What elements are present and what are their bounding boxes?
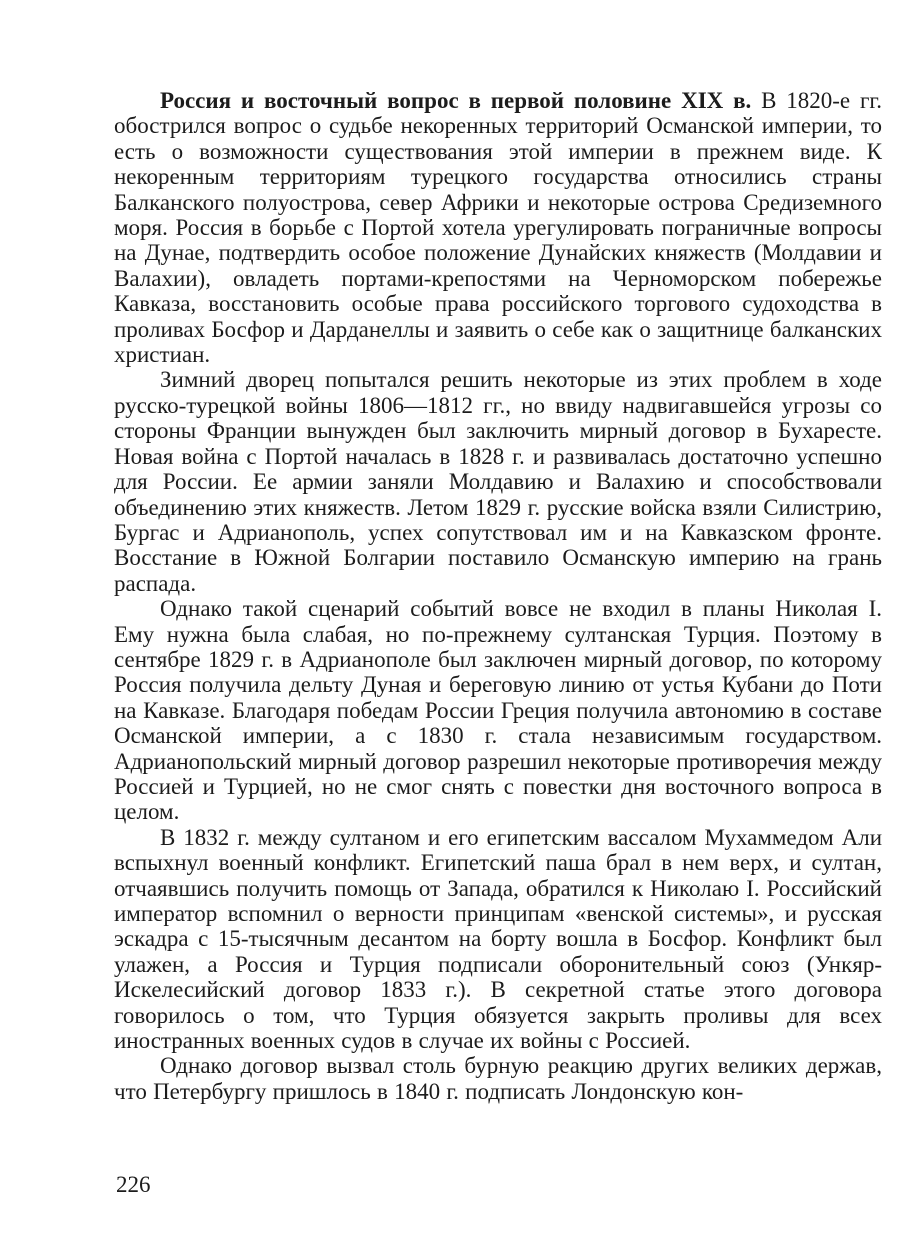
body-text <box>114 88 882 1104</box>
paragraph-1-text: В 1820-е гг. обострился вопрос о судьбе некоренных территорий Османской империи, то есть о возможности существования этой империи в прежнем виде. К некоренным территориям турецкого государства относились страны Балканского полуострова, север Африки и некоторые острова Средиземного моря. Россия в борьбе с Портой хотела урегулировать пограничные вопросы на Дунае, подтвердить особое положение Дунайских княжеств (Молдавии и Валахии), овладеть портами-крепостями на Черноморском побережье Кавказа, восстановить особые права российского торгового судоходства в проливах Босфор и Дарданеллы и заявить о себе как о защитнице балканских христиан. <box>114 88 882 368</box>
paragraph-4: В 1832 г. между султаном и его египетским вассалом Мухаммедом Али вспыхнул военный конфликт. Египетский паша брал в нем верх, и султан, отчаявшись получить помощь от Запада, обратился к Николаю I. Российский император вспомнил о верности принципам «венской системы», и русская эскадра с 15-тысячным десантом на борту вошла в Босфор. Конфликт был улажен, а Россия и Турция подписали оборонительный союз (Ункяр-Искелесийский договор 1833 г.). В секретной статье этого договора говорилось о том, что Турция обязуется закрыть проливы для всех иностранных военных судов в случае их войны с Россией. <box>114 824 882 1054</box>
page-number: 226 <box>116 1172 151 1197</box>
paragraph-1 <box>114 88 882 367</box>
section-heading: Россия и восточный вопрос в первой половине XIX в. <box>160 88 752 113</box>
paragraph-2: Зимний дворец попытался решить некоторые из этих проблем в ходе русско-турецкой войны 1806—1812 гг., но ввиду надвигавшейся угрозы со стороны Франции вынужден был заключить мирный договор в Бухаресте. Новая война с Портой началась в 1828 г. и развивалась достаточно успешно для России. Ее армии заняли Молдавию и Валахию и способствовали объединению этих княжеств. Летом 1829 г. русские войска взяли Силистрию, Бургас и Адрианополь, успех сопутствовал им и на Кавказском фронте. Восстание в Южной Болгарии поставило Османскую империю на грань распада. <box>114 367 882 596</box>
paragraph-3: Однако такой сценарий событий вовсе не входил в планы Николая I. Ему нужна была слабая, но по-прежнему султанская Турция. Поэтому в сентябре 1829 г. в Адрианополе был заключен мирный договор, по которому Россия получила дельту Дуная и береговую линию от устья Кубани до Поти на Кавказе. Благодаря победам России Греция получила автономию в составе Османской империи, а с 1830 г. стала независимым государством. Адрианопольский мирный договор разрешил некоторые противоречия между Россией и Турцией, но не смог снять с повестки дня восточного вопроса в целом. <box>114 596 882 825</box>
paragraph-5: Однако договор вызвал столь бурную реакцию других великих держав, что Петербургу пришлось в 1840 г. подписать Лондонскую кон- <box>114 1053 882 1104</box>
